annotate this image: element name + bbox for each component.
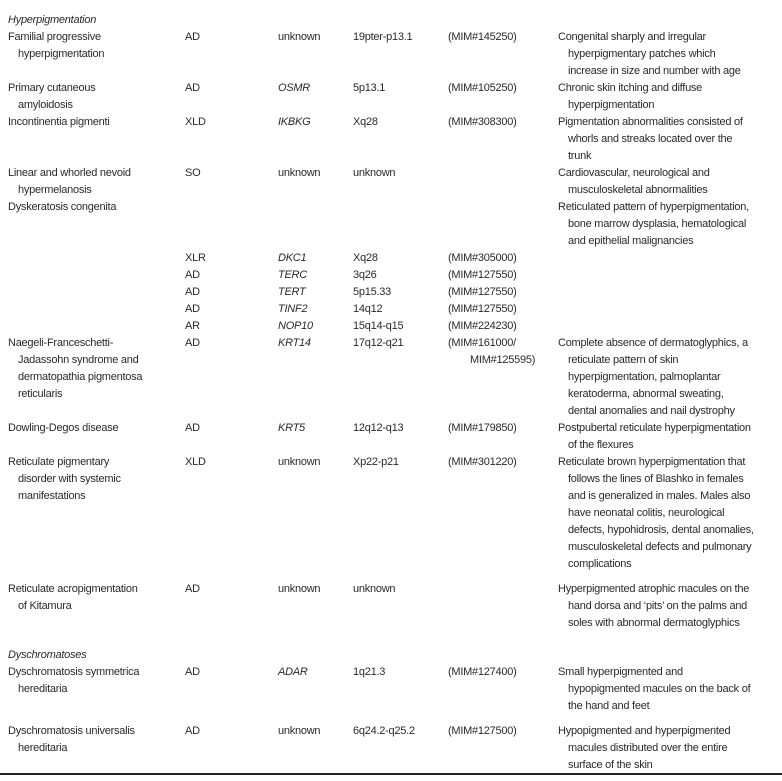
- mim-cell: [448, 284, 517, 301]
- features-line: follows the lines of Blashko in females: [568, 473, 744, 485]
- disorder-name-line: Reticulate acropigmentation: [8, 583, 138, 595]
- locus-cell: Xq28: [353, 252, 378, 264]
- disorder-name-cell: [8, 581, 138, 615]
- features-line: bone marrow dysplasia, hematological: [568, 218, 747, 230]
- features-line: whorls and streaks located over the: [568, 133, 733, 145]
- features-line: Hyperpigmented atrophic macules on the: [558, 583, 750, 595]
- locus-cell: unknown: [353, 583, 396, 595]
- features-cell: [558, 581, 749, 632]
- mim-cell: [448, 454, 517, 471]
- mim-line: (MIM#305000): [448, 252, 517, 264]
- mim-line: (MIM#127500): [448, 725, 517, 737]
- gene-cell: TERT: [278, 286, 306, 298]
- locus-cell: Xp22-p21: [353, 456, 399, 468]
- features-line: soles with abnormal dermatoglyphics: [568, 617, 740, 629]
- disorder-name-line: dermatopathia pigmentosa: [18, 371, 143, 383]
- mim-cell: [448, 80, 517, 97]
- features-line: Reticulated pattern of hyperpigmentation,: [558, 201, 749, 213]
- disorder-name-line: Dowling-Degos disease: [8, 422, 119, 434]
- disorder-name-line: hereditaria: [18, 742, 68, 754]
- gene-cell: ADAR: [278, 666, 308, 678]
- disorder-name-cell: [8, 454, 121, 505]
- disorder-name-line: Dyskeratosis congenita: [8, 201, 117, 213]
- features-cell: [558, 80, 702, 114]
- locus-cell: 1q21.3: [353, 666, 386, 678]
- features-cell: [558, 420, 751, 454]
- table-bottom-rule: [0, 773, 782, 775]
- features-line: hyperpigmentation: [568, 99, 655, 111]
- gene-cell: unknown: [278, 456, 321, 468]
- inheritance-cell: XLR: [185, 252, 206, 264]
- gene-cell: unknown: [278, 167, 321, 179]
- features-line: Pigmentation abnormalities consisted of: [558, 116, 743, 128]
- features-line: dental anomalies and nail dystrophy: [568, 405, 735, 417]
- features-line: macules distributed over the entire: [568, 742, 728, 754]
- mim-cell: [448, 114, 517, 131]
- features-line: reticulate pattern of skin: [568, 354, 679, 366]
- disorder-name-line: Linear and whorled nevoid: [8, 167, 131, 179]
- section-title: Dyschromatoses: [8, 649, 87, 661]
- gene-cell: NOP10: [278, 320, 313, 332]
- inheritance-cell: AD: [185, 269, 200, 281]
- disorder-name-line: Dyschromatosis symmetrica: [8, 666, 140, 678]
- inheritance-cell: AD: [185, 286, 200, 298]
- inheritance-cell: XLD: [185, 456, 206, 468]
- features-line: defects, hypohidrosis, dental anomalies,: [568, 524, 754, 536]
- features-line: hypopigmented macules on the back of: [568, 683, 751, 695]
- features-cell: [558, 165, 710, 199]
- features-line: the hand and feet: [568, 700, 650, 712]
- features-cell: [558, 114, 743, 165]
- disorder-name-line: Familial progressive: [8, 31, 101, 43]
- disorder-name-line: Incontinentia pigmenti: [8, 116, 110, 128]
- mim-line: (MIM#179850): [448, 422, 517, 434]
- features-line: hand dorsa and ‘pits’ on the palms and: [568, 600, 748, 612]
- mim-line: (MIM#127400): [448, 666, 517, 678]
- inheritance-cell: AD: [185, 422, 200, 434]
- disorder-name-line: disorder with systemic: [18, 473, 121, 485]
- features-line: and epithelial malignancies: [568, 235, 694, 247]
- features-line: of the flexures: [568, 439, 634, 451]
- locus-cell: 17q12-q21: [353, 337, 404, 349]
- disorder-name-line: Naegeli-Franceschetti-: [8, 337, 114, 349]
- disorder-name-cell: [8, 420, 118, 437]
- disorder-name-line: amyloidosis: [18, 99, 73, 111]
- features-line: Cardiovascular, neurological and: [558, 167, 710, 179]
- gene-cell: unknown: [278, 31, 321, 43]
- features-line: Chronic skin itching and diffuse: [558, 82, 703, 94]
- disorder-name-line: hypermelanosis: [18, 184, 92, 196]
- gene-cell: unknown: [278, 583, 321, 595]
- mim-line: (MIM#127550): [448, 303, 517, 315]
- locus-cell: 6q24.2-q25.2: [353, 725, 415, 737]
- inheritance-cell: SO: [185, 167, 201, 179]
- disorder-name-cell: [8, 114, 110, 131]
- features-cell: [558, 335, 748, 420]
- disorder-name-line: hereditaria: [18, 683, 68, 695]
- mim-cell: [448, 723, 517, 740]
- mim-cell: [448, 29, 517, 46]
- mim-line: (MIM#224230): [448, 320, 517, 332]
- features-cell: [558, 723, 730, 774]
- locus-cell: 5p13.1: [353, 82, 386, 94]
- mim-cell: [448, 335, 535, 369]
- gene-cell: TERC: [278, 269, 307, 281]
- mim-cell: [448, 318, 517, 335]
- mim-cell: [448, 420, 517, 437]
- disorder-name-cell: [8, 165, 131, 199]
- locus-cell: 14q12: [353, 303, 383, 315]
- mim-line: (MIM#127550): [448, 286, 517, 298]
- gene-cell: IKBKG: [278, 116, 311, 128]
- section-title: Hyperpigmentation: [8, 14, 97, 26]
- features-cell: [558, 664, 750, 715]
- features-line: Reticulate brown hyperpigmentation that: [558, 456, 746, 468]
- features-line: keratoderma, abnormal sweating,: [568, 388, 724, 400]
- disorder-name-line: of Kitamura: [18, 600, 72, 612]
- disorder-name-cell: [8, 80, 95, 114]
- mim-line: (MIM#105250): [448, 82, 517, 94]
- inheritance-cell: AR: [185, 320, 200, 332]
- inheritance-cell: XLD: [185, 116, 206, 128]
- features-line: musculoskeletal defects and pulmonary: [568, 541, 752, 553]
- locus-cell: 5p15.33: [353, 286, 392, 298]
- features-line: Hypopigmented and hyperpigmented: [558, 725, 731, 737]
- gene-cell: KRT5: [278, 422, 305, 434]
- inheritance-cell: AD: [185, 666, 200, 678]
- disorder-name-line: hyperpigmentation: [18, 48, 105, 60]
- mim-line: (MIM#127550): [448, 269, 517, 281]
- mim-cell: [448, 664, 517, 681]
- features-cell: [558, 199, 749, 250]
- features-line: increase in size and number with age: [568, 65, 741, 77]
- mim-line: (MIM#301220): [448, 456, 517, 468]
- features-line: hyperpigmentation, palmoplantar: [568, 371, 721, 383]
- features-line: hyperpigmentary patches which: [568, 48, 716, 60]
- disorder-name-cell: [8, 199, 116, 216]
- gene-cell: TINF2: [278, 303, 308, 315]
- disorder-name-cell: [8, 664, 139, 698]
- mim-line: MIM#125595): [470, 354, 536, 366]
- features-line: Small hyperpigmented and: [558, 666, 683, 678]
- features-line: have neonatal colitis, neurological: [568, 507, 725, 519]
- mim-line: (MIM#308300): [448, 116, 517, 128]
- features-line: Complete absence of dermatoglyphics, a: [558, 337, 748, 349]
- locus-cell: unknown: [353, 167, 396, 179]
- inheritance-cell: AD: [185, 337, 200, 349]
- locus-cell: 15q14-q15: [353, 320, 404, 332]
- features-line: Postpubertal reticulate hyperpigmentation: [558, 422, 751, 434]
- inheritance-cell: AD: [185, 303, 200, 315]
- inheritance-cell: AD: [185, 82, 200, 94]
- locus-cell: 12q12-q13: [353, 422, 404, 434]
- mim-line: (MIM#145250): [448, 31, 517, 43]
- disorder-name-line: Dyschromatosis universalis: [8, 725, 135, 737]
- disorder-name-cell: [8, 335, 142, 403]
- mim-line: (MIM#161000/: [448, 337, 516, 349]
- disorder-name-cell: [8, 29, 104, 63]
- locus-cell: 3q26: [353, 269, 377, 281]
- inheritance-cell: AD: [185, 583, 200, 595]
- features-cell: [558, 29, 741, 80]
- mim-cell: [448, 250, 517, 267]
- inheritance-cell: AD: [185, 31, 200, 43]
- disorder-name-cell: [8, 723, 135, 757]
- features-line: surface of the skin: [568, 759, 653, 771]
- disorder-name-line: reticularis: [18, 388, 63, 400]
- features-cell: [558, 454, 754, 573]
- gene-cell: DKC1: [278, 252, 307, 264]
- features-line: trunk: [568, 150, 592, 162]
- disorder-name-line: manifestations: [18, 490, 86, 502]
- features-line: musculoskeletal abnormalities: [568, 184, 708, 196]
- gene-cell: unknown: [278, 725, 321, 737]
- mim-cell: [448, 267, 517, 284]
- mim-cell: [448, 301, 517, 318]
- disorder-name-line: Primary cutaneous: [8, 82, 96, 94]
- inheritance-cell: AD: [185, 725, 200, 737]
- locus-cell: Xq28: [353, 116, 378, 128]
- features-line: complications: [568, 558, 632, 570]
- locus-cell: 19pter-p13.1: [353, 31, 413, 43]
- gene-cell: OSMR: [278, 82, 310, 94]
- features-line: and is generalized in males. Males also: [568, 490, 751, 502]
- features-line: Congenital sharply and irregular: [558, 31, 706, 43]
- disorder-name-line: Jadassohn syndrome and: [18, 354, 139, 366]
- disorder-name-line: Reticulate pigmentary: [8, 456, 110, 468]
- gene-cell: KRT14: [278, 337, 311, 349]
